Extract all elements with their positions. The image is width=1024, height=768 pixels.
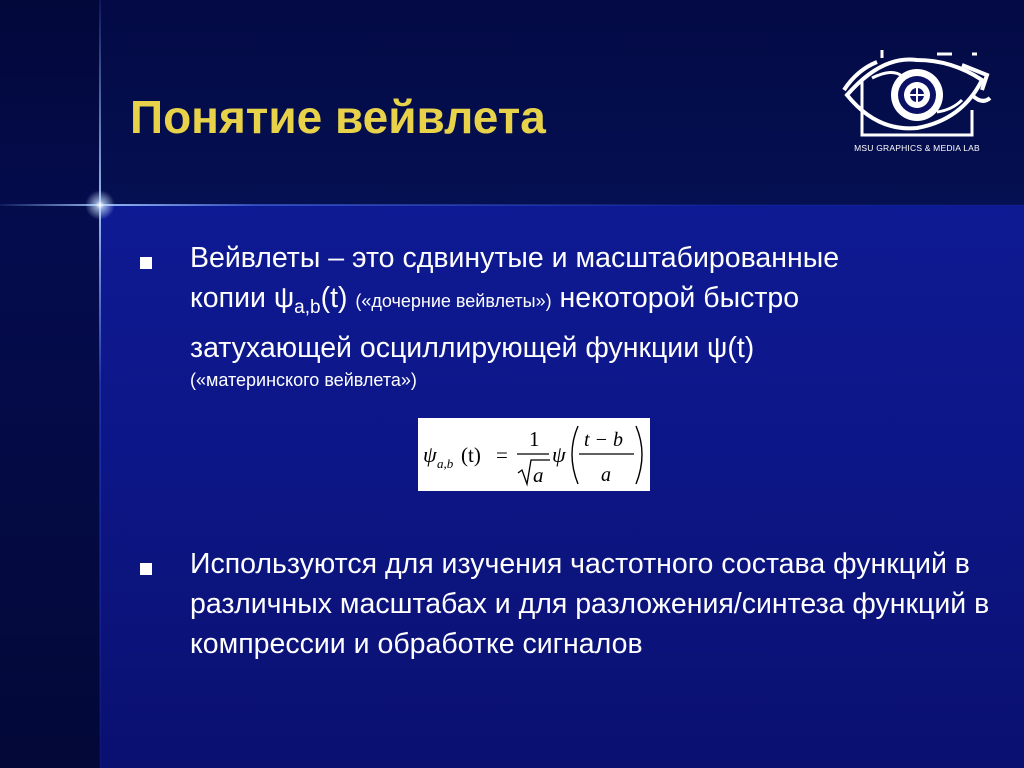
formula-inner-numerator: t − b — [584, 429, 624, 451]
bullet-1-note-mother: («материнского вейвлета») — [190, 370, 417, 390]
bullet-marker — [140, 563, 152, 575]
formula-inner-denominator: a — [601, 464, 611, 486]
bullet-1-copies: копии ψ — [190, 282, 295, 314]
bullet-1-line-3: затухающей осциллирующей функции ψ(t) — [190, 332, 755, 364]
bullet-1-arg: (t) — [320, 282, 348, 314]
bullet-1-note-daughter: («дочерние вейвлеты») — [355, 291, 552, 311]
slide-title: Понятие вейвлета — [130, 91, 546, 143]
right-paren — [636, 426, 642, 484]
light-flare — [85, 190, 115, 220]
bullet-marker — [140, 257, 152, 269]
wavelet-formula — [418, 418, 650, 491]
formula-sqrt-arg: a — [533, 463, 544, 487]
bullet-1-subscript: a,b — [294, 297, 321, 318]
vertical-light-line — [99, 0, 101, 768]
formula-arg: (t) — [461, 443, 481, 467]
formula-psi: ψ — [423, 442, 437, 467]
formula-graphic — [418, 418, 650, 491]
left-panel-background — [0, 0, 100, 768]
formula-numerator: 1 — [529, 427, 540, 451]
bullet-2-text: Используются для изучения частотного состава функций в различных масштабах и для разложения/синтеза функций в компрессии и обработке сигналов — [190, 548, 990, 660]
bullet-1-text — [190, 238, 990, 408]
formula-equals: = — [496, 443, 508, 467]
bullet-1-line-1: Вейвлеты – это сдвинутые и масштабированные — [190, 242, 840, 274]
formula-subscript: a,b — [437, 456, 454, 471]
formula-psi-outer: ψ — [552, 442, 566, 467]
logo-caption: MSU GRAPHICS & MEDIA LAB — [854, 143, 980, 153]
bullet-1-line-2-rest: некоторой быстро — [559, 282, 800, 314]
horizontal-light-line — [0, 204, 1024, 206]
left-paren — [572, 426, 578, 484]
